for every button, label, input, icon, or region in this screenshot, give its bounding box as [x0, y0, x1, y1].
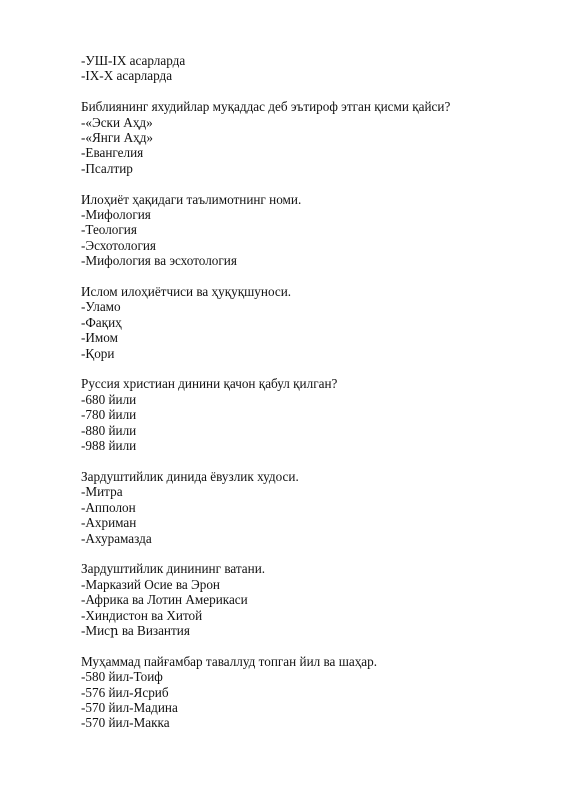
- question-block: [81, 654, 541, 731]
- option-line: -«Эски Аҳд»: [81, 114, 153, 130]
- lead-options: [81, 53, 541, 84]
- option-line: -Митра: [81, 484, 123, 500]
- option-line: -Имом: [81, 330, 118, 346]
- question-block: [81, 284, 541, 361]
- option-line: -Ахурамазда: [81, 530, 152, 546]
- option-line: -Қори: [81, 345, 115, 361]
- option-line: -570 йил-Макка: [81, 715, 170, 731]
- question-text: Руссия христиан динини қачон қабул қилган?: [81, 376, 338, 392]
- question-block: [81, 192, 541, 269]
- option-line: -780 йили: [81, 407, 137, 423]
- question-text: Зардуштийлик динида ёвузлик худоси.: [81, 468, 299, 484]
- option-line: -УШ-IX асарларда: [81, 53, 186, 68]
- option-line: -Марказий Осие ва Эрон: [81, 576, 220, 592]
- option-line: -«Янги Аҳд»: [81, 130, 154, 146]
- question-text: Муҳаммад пайғамбар таваллуд топган йил ва шаҳар.: [81, 653, 378, 669]
- option-line: -Апполон: [81, 499, 136, 515]
- option-line: -Фақиҳ: [81, 314, 122, 330]
- option-line: -580 йил-Тоиф: [81, 669, 163, 685]
- option-line: -680 йили: [81, 391, 137, 407]
- option-line: -IX-X асарларда: [81, 68, 173, 84]
- option-line: -Псалтир: [81, 160, 133, 176]
- question-text: Ислом илоҳиётчиси ва ҳуқуқшуноси.: [81, 284, 292, 300]
- option-line: -Теология: [81, 222, 137, 238]
- option-line: -Евангелия: [81, 145, 144, 161]
- option-line: -Хиндистон ва Хитой: [81, 607, 203, 623]
- option-line: -Эсхотология: [81, 237, 157, 253]
- question-text: Зардуштийлик динининг ватани.: [81, 561, 266, 577]
- document-page: [81, 53, 541, 731]
- option-line: -Мифология ва эсхотология: [81, 253, 237, 269]
- option-line: -576 йил-Ясриб: [81, 684, 169, 700]
- question-block: [81, 99, 541, 176]
- option-line: -988 йили: [81, 438, 137, 454]
- question-block: [81, 376, 541, 453]
- question-text: Библиянинг яхудийлар муқаддас деб эътироф этган қисми қайси?: [81, 99, 451, 115]
- option-line: -Ахриман: [81, 515, 137, 531]
- question-block: [81, 469, 541, 546]
- option-line: -Уламо: [81, 299, 121, 315]
- option-line: -Африка ва Лотин Америкаси: [81, 592, 248, 608]
- option-line: -Мифология: [81, 207, 151, 223]
- option-line: -570 йил-Мадина: [81, 699, 178, 715]
- option-line: -Мисր ва Византия: [81, 622, 190, 638]
- question-block: [81, 561, 541, 638]
- option-line: -880 йили: [81, 422, 137, 438]
- question-text: Илоҳиёт ҳақидаги таълимотнинг номи.: [81, 191, 302, 207]
